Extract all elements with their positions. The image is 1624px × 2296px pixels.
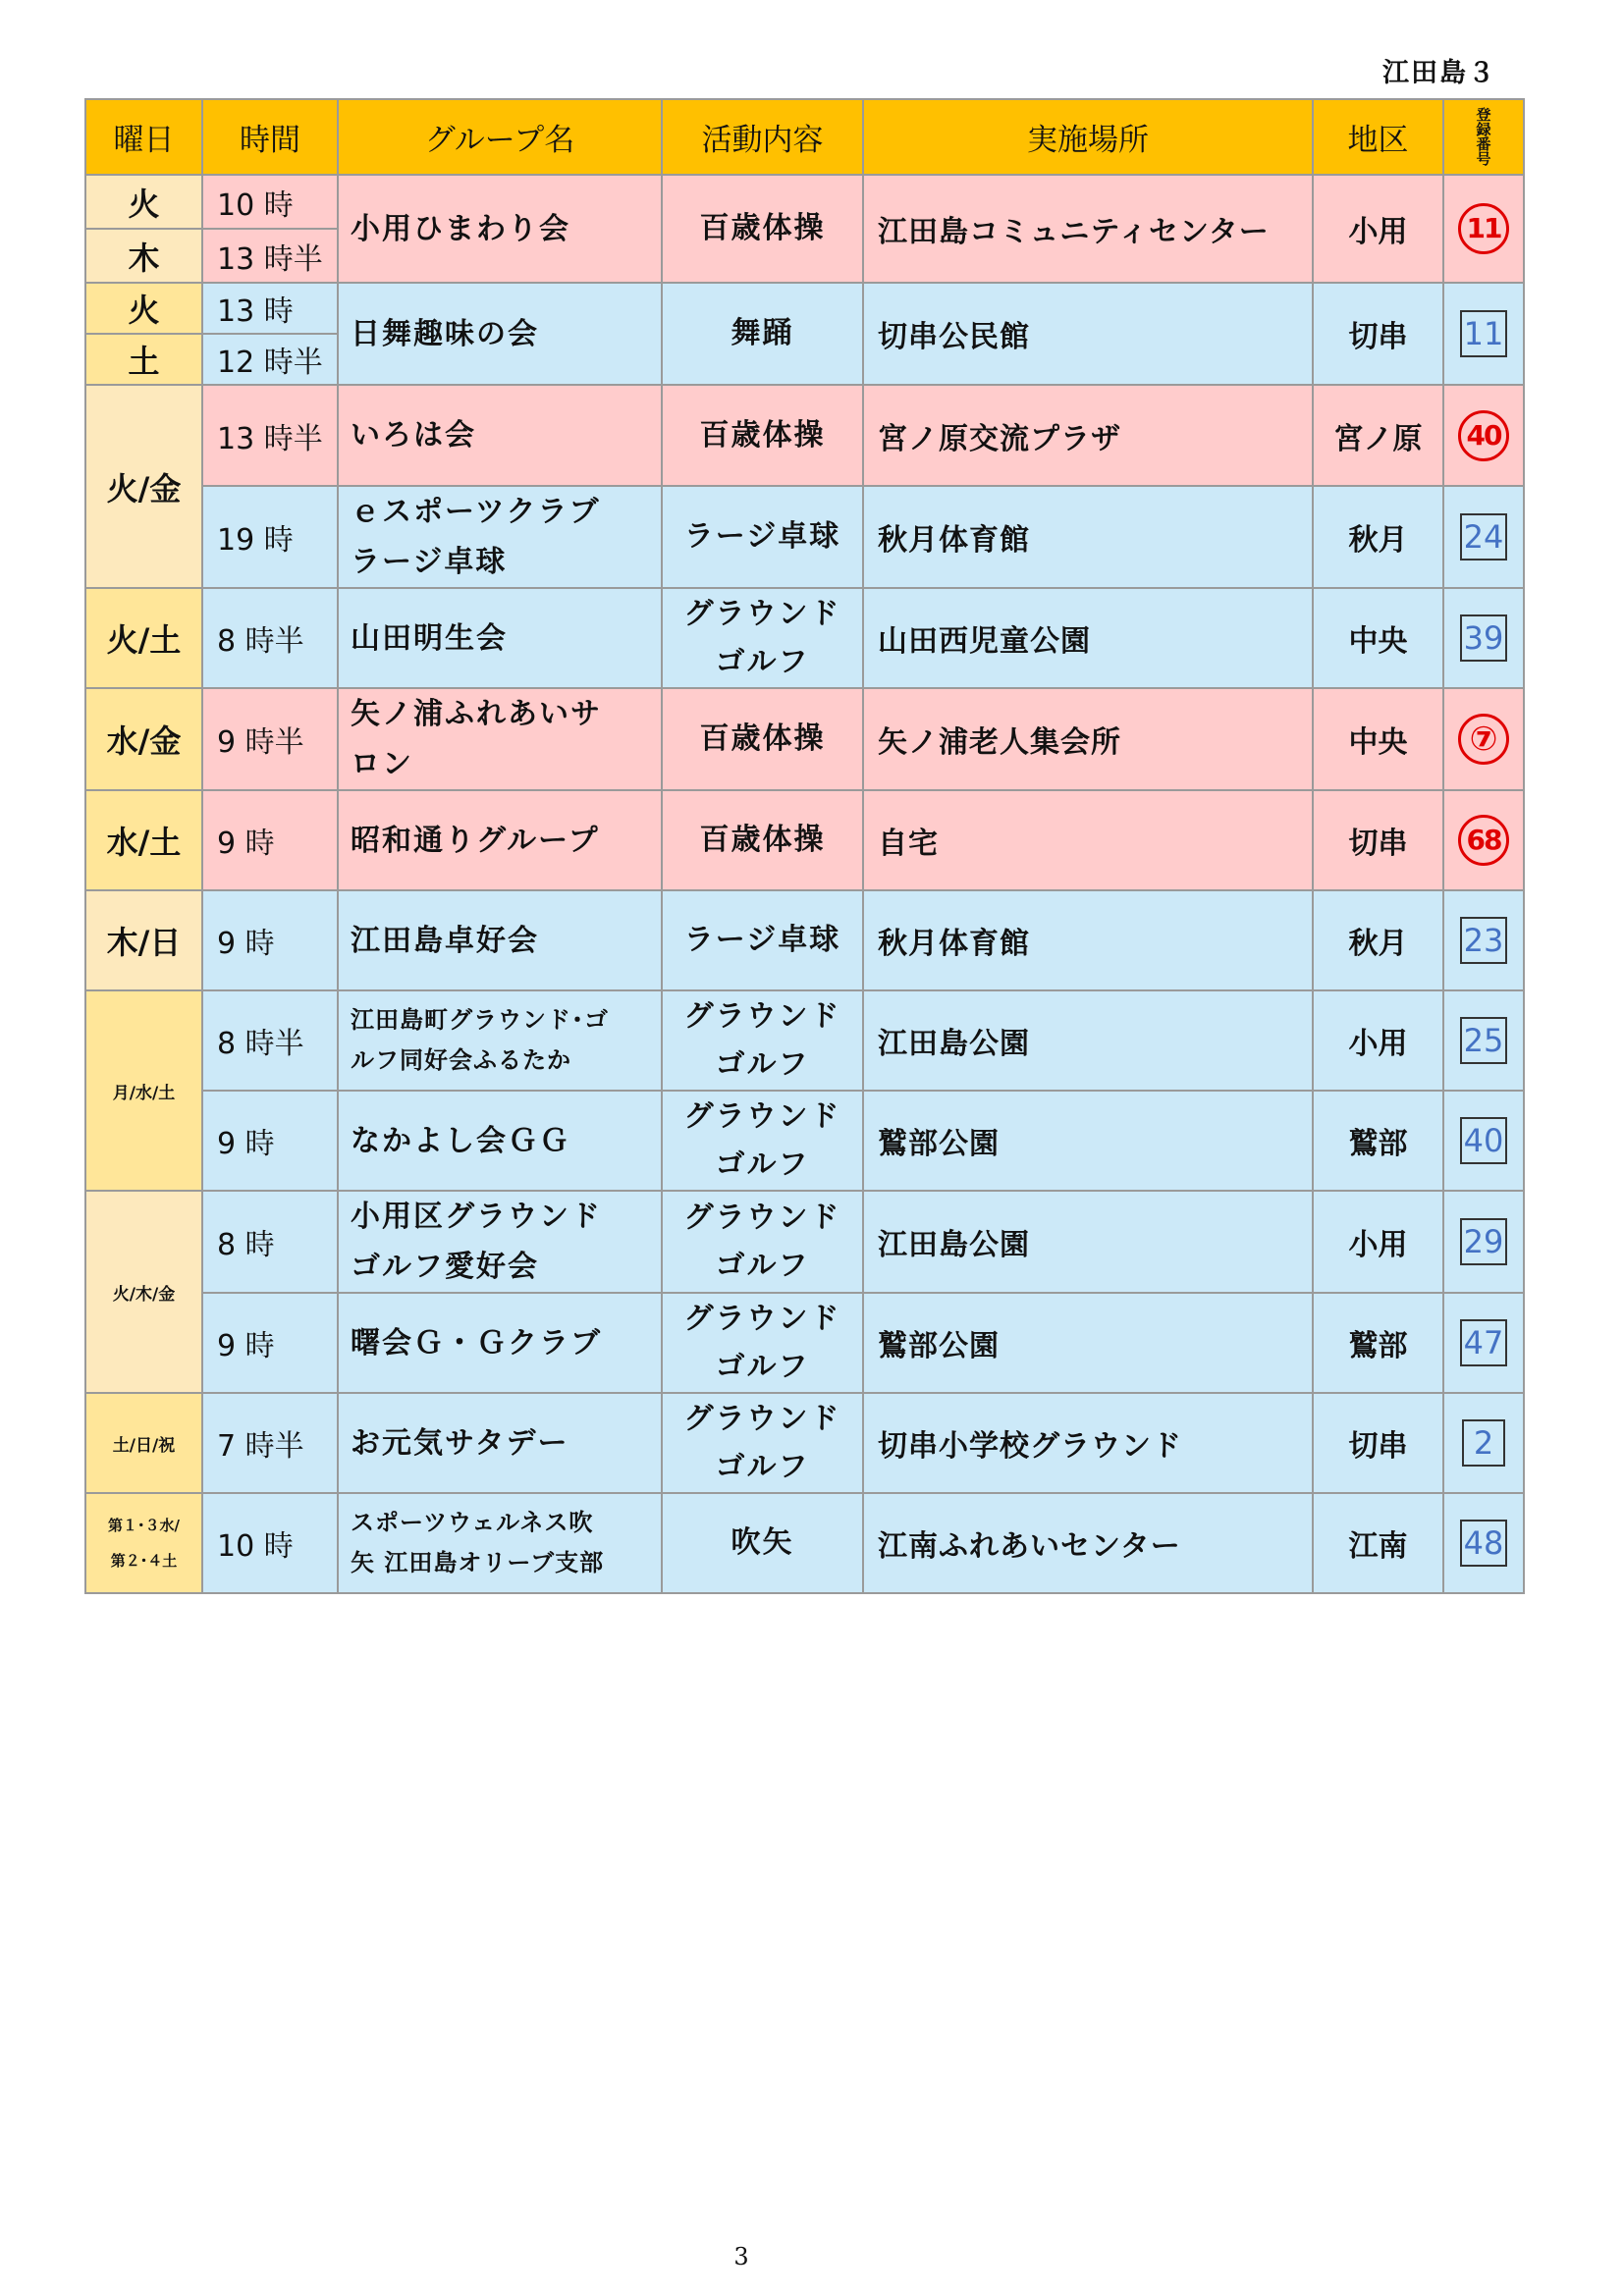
regnum-cell (1443, 1191, 1524, 1293)
header-area: 地区 (1313, 99, 1443, 175)
group-line: ｅスポーツクラブ (351, 495, 601, 529)
regnum-cell (1443, 486, 1524, 588)
regnum-cell (1443, 1493, 1524, 1593)
group-cell (338, 990, 662, 1091)
place-cell: 切串小学校グラウンド (863, 1393, 1313, 1493)
regnum-badge: 47 (1460, 1319, 1508, 1366)
regnum-cell (1443, 790, 1524, 890)
area-cell: 小用 (1313, 175, 1443, 283)
table-row (85, 1091, 1524, 1191)
area-cell: 江南 (1313, 1493, 1443, 1593)
regnum-badge: 68 (1458, 815, 1509, 866)
activity-line: ゴルフ (715, 1450, 810, 1484)
group-line: 矢 江田島オリーブ支部 (351, 1549, 605, 1576)
group-line: スポーツウェルネス吹 (351, 1509, 594, 1537)
day-cell: 火/金 (85, 385, 202, 588)
header-time: 時間 (202, 99, 338, 175)
time-cell: 10 時 (202, 175, 338, 229)
time-cell: 9 時 (202, 1293, 338, 1393)
regnum-badge: 25 (1460, 1017, 1508, 1064)
group-cell: 日舞趣味の会 (338, 283, 662, 385)
table-row (85, 1191, 1524, 1293)
place-cell: 江田島コミュニティセンター (863, 175, 1313, 283)
area-cell: 小用 (1313, 1191, 1443, 1293)
table-row (85, 486, 1524, 588)
table-row (85, 283, 1524, 334)
group-cell: いろは会 (338, 385, 662, 486)
regnum-cell (1443, 385, 1524, 486)
group-line: ラージ卓球 (351, 545, 508, 579)
day-line: 第１･３水/ (108, 1517, 180, 1534)
place-cell: 宮ノ原交流プラザ (863, 385, 1313, 486)
activity-cell: 吹矢 (662, 1493, 863, 1593)
header-regnum: 登 録 番 号 (1443, 99, 1524, 175)
regnum-badge: 11 (1460, 310, 1508, 357)
time-cell: 9 時 (202, 1091, 338, 1191)
schedule-table (84, 98, 1525, 1594)
activity-line: グラウンド (683, 1098, 841, 1134)
time-cell: 13 時半 (202, 229, 338, 283)
header-row (85, 99, 1524, 175)
day-cell: 月/水/土 (85, 990, 202, 1191)
place-cell: 江田島公園 (863, 1191, 1313, 1293)
area-cell: 小用 (1313, 990, 1443, 1091)
area-cell: 切串 (1313, 1393, 1443, 1493)
regnum-cell (1443, 1293, 1524, 1393)
activity-line: ゴルフ (715, 645, 810, 679)
activity-cell (662, 990, 863, 1091)
group-cell: 曙会Ｇ・Ｇクラブ (338, 1293, 662, 1393)
table-row (85, 1393, 1524, 1493)
day-cell: 火/土 (85, 588, 202, 688)
place-cell: 矢ノ浦老人集会所 (863, 688, 1313, 790)
regnum-cell (1443, 1091, 1524, 1191)
group-line: 矢ノ浦ふれあいサ (351, 697, 602, 731)
place-cell: 鷲部公園 (863, 1091, 1313, 1191)
place-cell: 切串公民館 (863, 283, 1313, 385)
day-line: 第２･４土 (110, 1552, 178, 1570)
area-cell: 秋月 (1313, 486, 1443, 588)
time-cell: 8 時半 (202, 588, 338, 688)
table-row (85, 175, 1524, 229)
activity-line: グラウンド (683, 998, 841, 1034)
activity-line: グラウンド (683, 1401, 841, 1436)
time-cell: 8 時 (202, 1191, 338, 1293)
page-label: 江田島３ (1382, 58, 1496, 88)
area-cell: 秋月 (1313, 890, 1443, 990)
activity-cell (662, 588, 863, 688)
header-activity: 活動内容 (662, 99, 863, 175)
activity-line: ゴルフ (715, 1350, 810, 1384)
group-cell (338, 688, 662, 790)
activity-cell: ラージ卓球 (662, 486, 863, 588)
activity-line: グラウンド (683, 596, 841, 631)
place-cell: 鷲部公園 (863, 1293, 1313, 1393)
group-cell (338, 486, 662, 588)
place-cell: 江南ふれあいセンター (863, 1493, 1313, 1593)
day-cell (85, 1493, 202, 1593)
group-line: 小用区グラウンド (351, 1200, 602, 1234)
regnum-badge: ⑦ (1458, 714, 1509, 765)
regnum-cell (1443, 990, 1524, 1091)
activity-cell (662, 1191, 863, 1293)
regnum-badge: 40 (1458, 410, 1509, 461)
area-cell: 鷲部 (1313, 1293, 1443, 1393)
group-cell: お元気サタデー (338, 1393, 662, 1493)
place-cell: 山田西児童公園 (863, 588, 1313, 688)
time-cell: 12 時半 (202, 334, 338, 385)
group-line: ロン (351, 747, 413, 781)
day-cell: 土/日/祝 (85, 1393, 202, 1493)
area-cell: 鷲部 (1313, 1091, 1443, 1191)
regnum-badge: 39 (1460, 614, 1508, 662)
header-place: 実施場所 (863, 99, 1313, 175)
regnum-cell (1443, 283, 1524, 385)
regnum-badge: 48 (1460, 1520, 1508, 1567)
regnum-cell (1443, 688, 1524, 790)
activity-cell (662, 1091, 863, 1191)
table-row (85, 1493, 1524, 1593)
group-line: 江田島町グラウンド･ゴ (351, 1006, 609, 1035)
activity-cell: 百歳体操 (662, 790, 863, 890)
activity-line: ゴルフ (715, 1047, 810, 1082)
page-number: 3 (733, 2243, 749, 2270)
activity-cell: 舞踊 (662, 283, 863, 385)
activity-cell (662, 1393, 863, 1493)
place-cell: 秋月体育館 (863, 486, 1313, 588)
table-row (85, 588, 1524, 688)
table-row (85, 1293, 1524, 1393)
activity-cell (662, 1293, 863, 1393)
time-cell: 7 時半 (202, 1393, 338, 1493)
place-cell: 江田島公園 (863, 990, 1313, 1091)
area-cell: 切串 (1313, 790, 1443, 890)
regnum-badge: 29 (1460, 1218, 1508, 1265)
table-row (85, 790, 1524, 890)
activity-cell: 百歳体操 (662, 385, 863, 486)
table-row (85, 990, 1524, 1091)
day-cell: 木/日 (85, 890, 202, 990)
header-group: グループ名 (338, 99, 662, 175)
group-cell (338, 1191, 662, 1293)
regnum-cell (1443, 175, 1524, 283)
regnum-cell (1443, 1393, 1524, 1493)
time-cell: 8 時半 (202, 990, 338, 1091)
activity-cell: ラージ卓球 (662, 890, 863, 990)
day-cell: 土 (85, 334, 202, 385)
area-cell: 宮ノ原 (1313, 385, 1443, 486)
day-cell: 木 (85, 229, 202, 283)
activity-cell: 百歳体操 (662, 688, 863, 790)
time-cell: 19 時 (202, 486, 338, 588)
day-cell: 火/木/金 (85, 1191, 202, 1393)
regnum-badge: 24 (1460, 513, 1508, 561)
regnum-cell (1443, 890, 1524, 990)
activity-line: ゴルフ (715, 1148, 810, 1182)
group-cell (338, 1493, 662, 1593)
regnum-badge: 23 (1460, 917, 1508, 964)
time-cell: 9 時 (202, 790, 338, 890)
activity-cell: 百歳体操 (662, 175, 863, 283)
group-line: ゴルフ愛好会 (351, 1250, 539, 1284)
time-cell: 13 時半 (202, 385, 338, 486)
area-cell: 中央 (1313, 688, 1443, 790)
activity-line: グラウンド (683, 1200, 841, 1235)
group-cell: なかよし会ＧＧ (338, 1091, 662, 1191)
place-cell: 秋月体育館 (863, 890, 1313, 990)
time-cell: 9 時半 (202, 688, 338, 790)
time-cell: 13 時 (202, 283, 338, 334)
time-cell: 10 時 (202, 1493, 338, 1593)
day-cell: 火 (85, 175, 202, 229)
table-row (85, 890, 1524, 990)
regnum-cell (1443, 588, 1524, 688)
group-cell: 小用ひまわり会 (338, 175, 662, 283)
area-cell: 中央 (1313, 588, 1443, 688)
place-cell: 自宅 (863, 790, 1313, 890)
group-cell: 江田島卓好会 (338, 890, 662, 990)
regnum-badge: 40 (1460, 1117, 1508, 1164)
group-line: ルフ同好会ふるたか (351, 1046, 571, 1074)
regnum-badge: 2 (1462, 1419, 1505, 1467)
day-cell: 水/土 (85, 790, 202, 890)
activity-line: ゴルフ (715, 1249, 810, 1283)
group-cell: 昭和通りグループ (338, 790, 662, 890)
day-cell: 水/金 (85, 688, 202, 790)
table-row (85, 385, 1524, 486)
regnum-badge: 11 (1458, 203, 1509, 254)
header-day: 曜日 (85, 99, 202, 175)
activity-line: グラウンド (683, 1301, 841, 1336)
day-cell: 火 (85, 283, 202, 334)
group-cell: 山田明生会 (338, 588, 662, 688)
table-row (85, 688, 1524, 790)
time-cell: 9 時 (202, 890, 338, 990)
area-cell: 切串 (1313, 283, 1443, 385)
